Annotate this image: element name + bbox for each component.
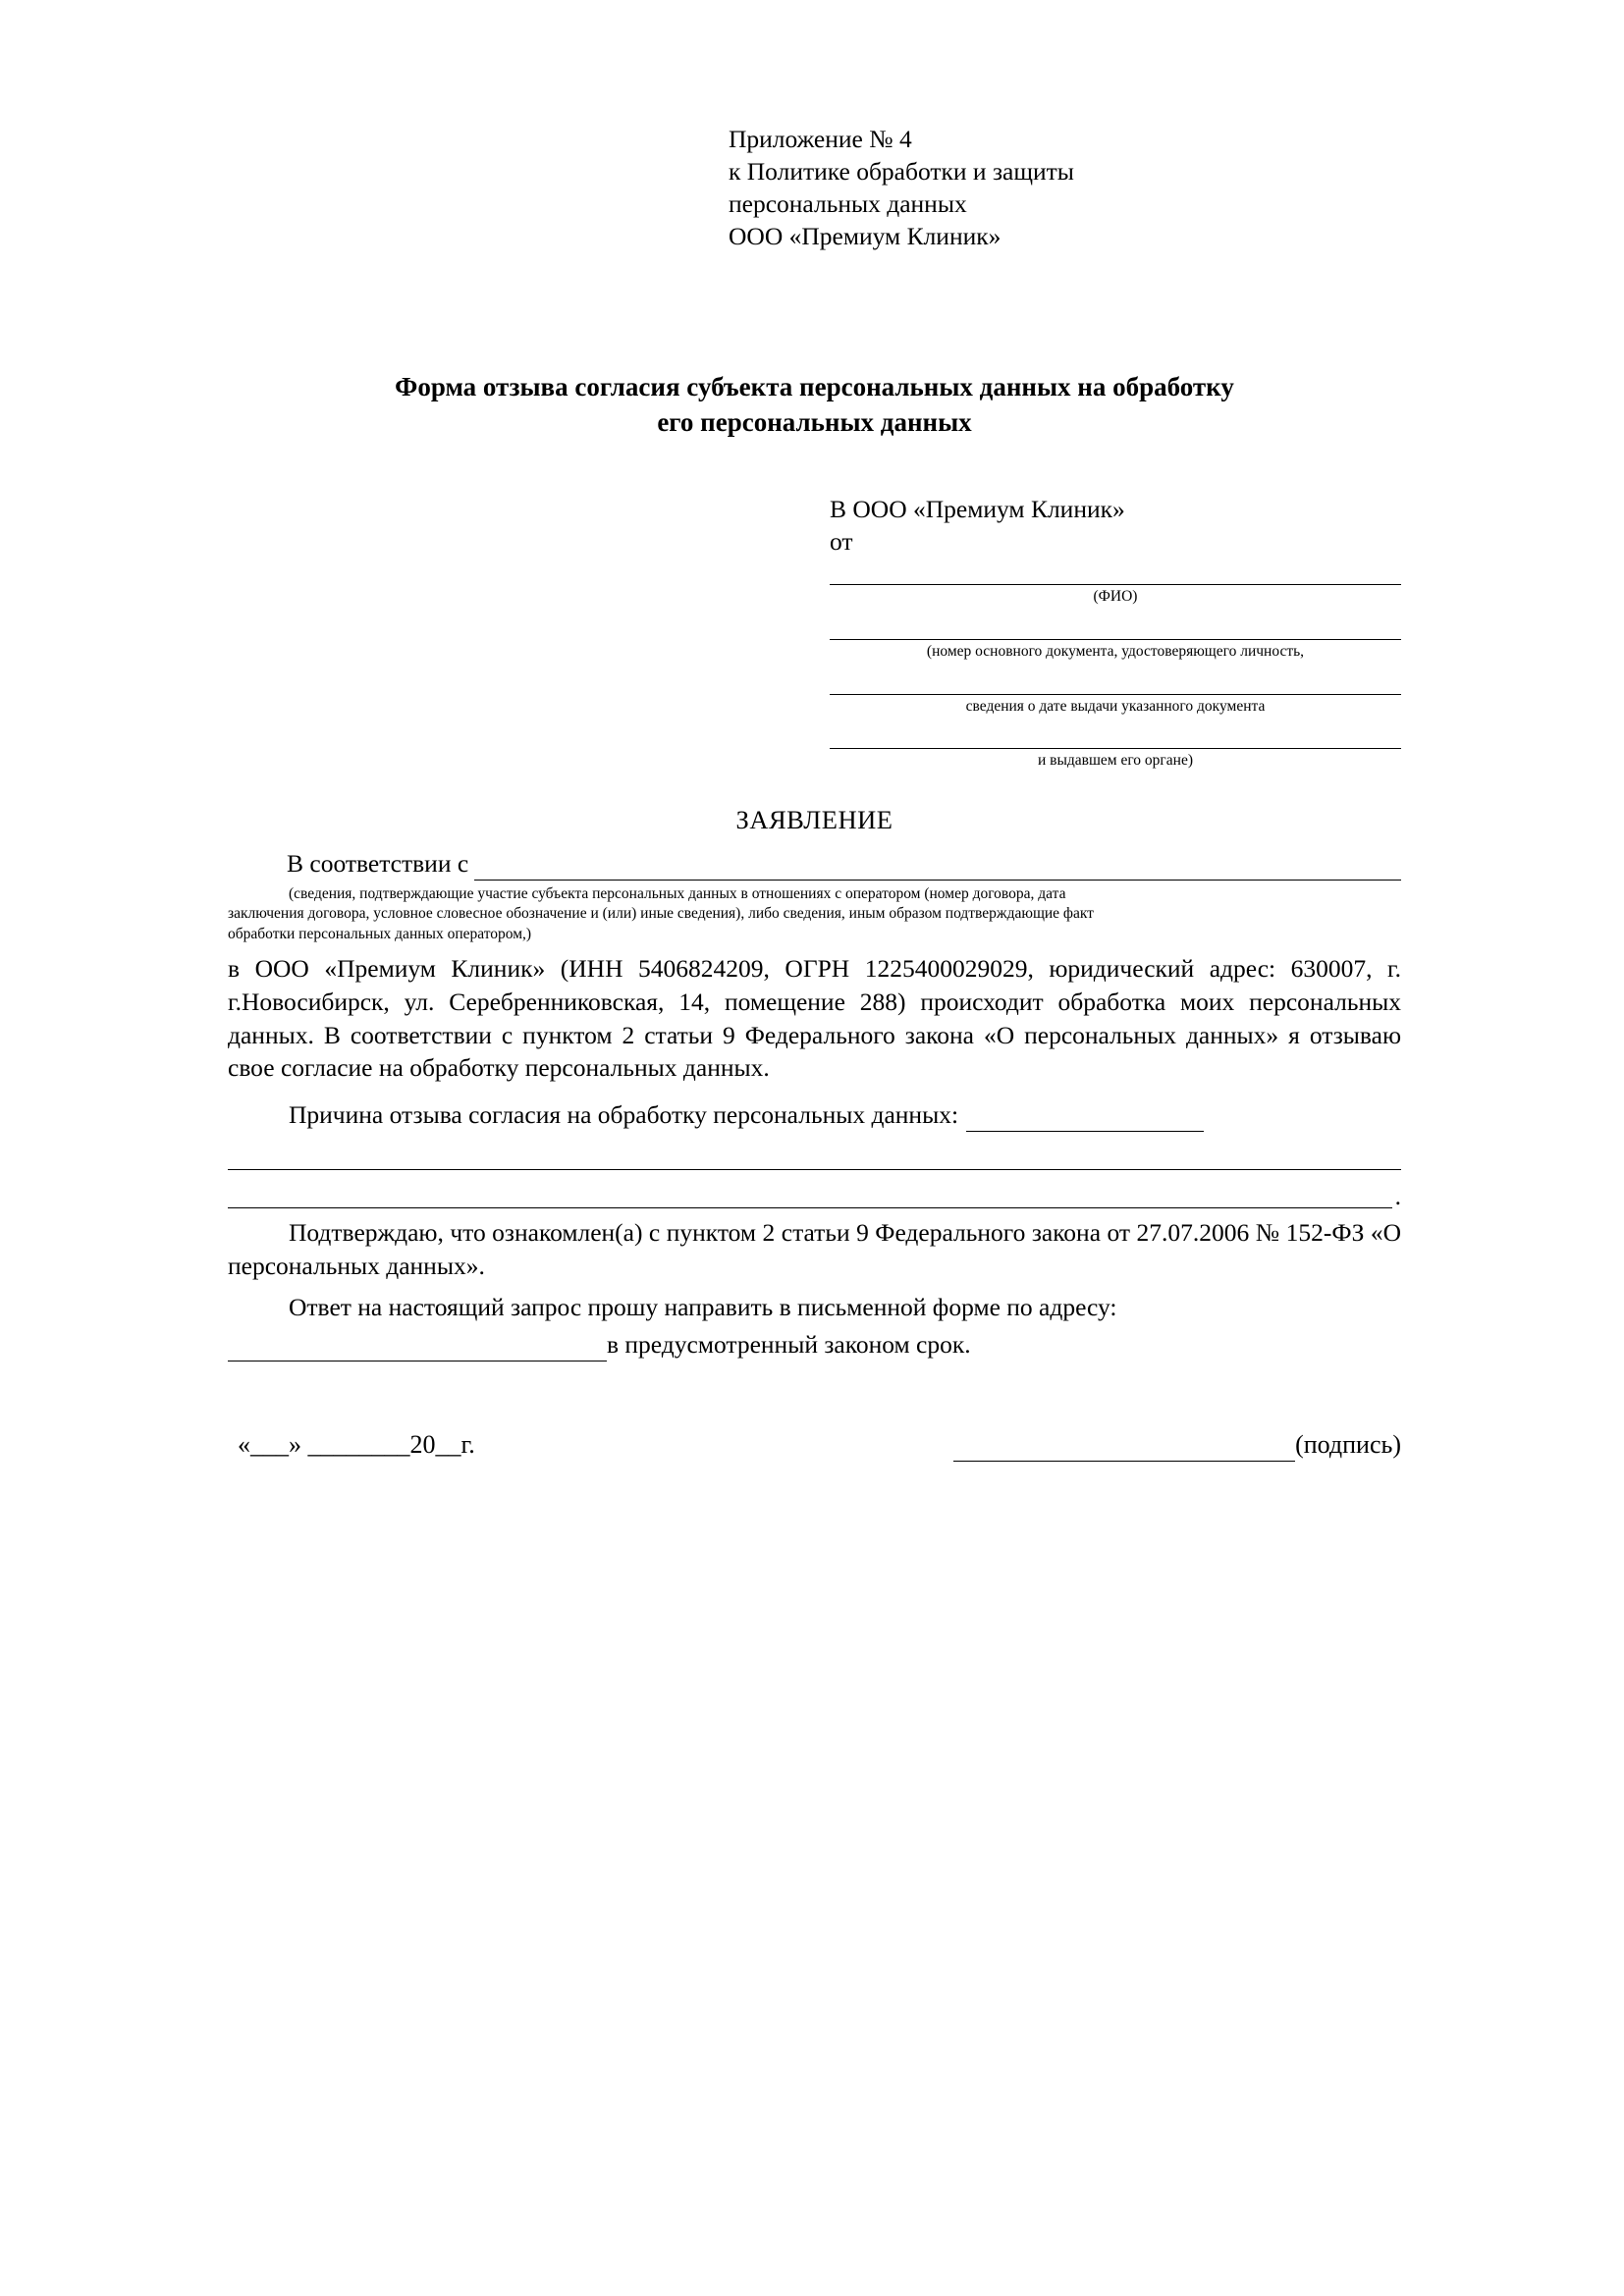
- reason-input-line-3-row: [228, 1178, 1401, 1208]
- in-accordance-label: В соответствии с: [287, 849, 469, 879]
- fine-print-line-1: (сведения, подтверждающие участие субъекта персональных данных в отношениях с оператором (номер договора, дата: [289, 885, 1066, 903]
- reason-label: Причина отзыва согласия на обработку персональных данных:: [289, 1100, 959, 1130]
- document-issuer-input-line[interactable]: [830, 722, 1401, 749]
- appendix-header-line-1: Приложение № 4: [729, 125, 912, 153]
- fine-print-line-2: заключения договора, условное словесное обозначение и (или) иные сведения), либо сведения, иным образом подтверждающие факт: [228, 905, 1094, 923]
- addressee-from-label: от: [830, 526, 853, 556]
- appendix-header: [729, 123, 1401, 253]
- answer-paragraph: Ответ на настоящий запрос прошу направить в письменной форме по адресу:: [289, 1293, 1117, 1322]
- addressee-block: [830, 495, 1401, 771]
- answer-address-row: [228, 1328, 1401, 1362]
- fio-input-line[interactable]: [830, 559, 1401, 585]
- reason-row: [228, 1098, 1401, 1132]
- appendix-header-line-3: персональных данных: [729, 189, 967, 219]
- answer-address-tail: в предусмотренный законом срок.: [607, 1329, 971, 1359]
- in-accordance-input-line[interactable]: [474, 855, 1401, 881]
- reason-input-line-3[interactable]: [228, 1178, 1392, 1208]
- reason-end-dot: .: [1394, 1181, 1401, 1210]
- fio-caption: (ФИО): [1093, 587, 1138, 605]
- document-date-input-line[interactable]: [830, 668, 1401, 695]
- reason-input-line-1[interactable]: [966, 1106, 1204, 1132]
- document-issuer-caption: и выдавшем его органе): [1037, 752, 1194, 770]
- in-accordance-fine-print: [228, 884, 1401, 943]
- in-accordance-row: [228, 847, 1401, 881]
- appendix-header-line-4: ООО «Премиум Клиник»: [729, 222, 1001, 251]
- date-field[interactable]: «___» ________20__г.: [238, 1429, 475, 1459]
- answer-address-input-line[interactable]: [228, 1336, 607, 1362]
- appendix-header-line-2: к Политике обработки и защиты: [729, 157, 1074, 187]
- addressee-organization: В ООО «Премиум Клиник»: [830, 494, 1125, 523]
- signature-row: [228, 1428, 1401, 1463]
- page-title: [228, 369, 1401, 440]
- confirm-paragraph: Подтверждаю, что ознакомлен(а) с пунктом 2 статьи 9 Федерального закона от 27.07.2006 № 152-ФЗ «О персональных данных».: [228, 1218, 1401, 1281]
- reason-input-line-2[interactable]: [228, 1140, 1401, 1170]
- page-title-line-1: Форма отзыва согласия субъекта персональных данных на обработку: [395, 371, 1234, 401]
- statement-heading: ЗАЯВЛЕНИЕ: [735, 805, 893, 835]
- fine-print-line-3: обработки персональных данных оператором,): [228, 925, 532, 942]
- page-title-line-2: его персональных данных: [657, 406, 972, 437]
- signature-input-line[interactable]: [953, 1436, 1295, 1462]
- document-number-input-line[interactable]: [830, 614, 1401, 640]
- document-number-caption: (номер основного документа, удостоверяющего личность,: [926, 643, 1305, 661]
- document-body: [228, 847, 1401, 1462]
- signature-label: (подпись): [1295, 1429, 1401, 1459]
- main-paragraph: в ООО «Премиум Клиник» (ИНН 5406824209, ОГРН 1225400029029, юридический адрес: 630007, г. г.Новосибирск, ул. Серебренниковская, 14, помещение 288) происходит обработка моих персональных данных. В соответствии с пунктом 2 статьи 9 Федерального закона «О персональных данных» я отзываю свое согласие на обработку персональных данных.: [228, 953, 1401, 1083]
- document-date-caption: сведения о дате выдачи указанного документа: [965, 697, 1266, 715]
- document-content: [228, 0, 1401, 1462]
